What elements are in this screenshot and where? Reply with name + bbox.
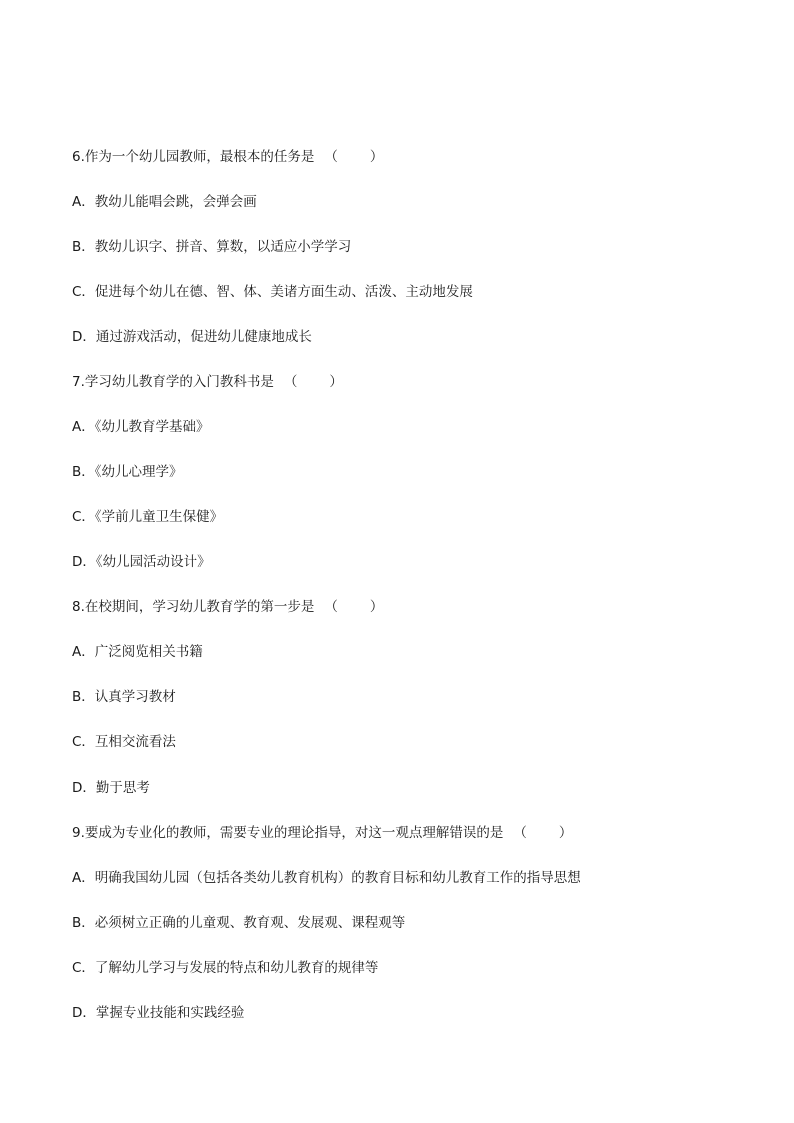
question-6-option-c: C．促进每个幼儿在德、智、体、美诸方面生动、活泼、主动地发展: [72, 284, 473, 300]
answer-blank: （ ）: [324, 599, 384, 615]
question-7-option-a: A．《幼儿教育学基础》: [72, 419, 210, 435]
question-6-option-b: B．教幼儿识字、拼音、算数，以适应小学学习: [72, 239, 352, 255]
question-8-option-d: D．勤于思考: [72, 780, 150, 796]
question-stem-text: 7.学习幼儿教育学的入门教科书是: [72, 374, 274, 390]
answer-blank: （ ）: [513, 825, 573, 841]
question-stem-text: 8.在校期间，学习幼儿教育学的第一步是: [72, 599, 315, 615]
question-stem-text: 6.作为一个幼儿园教师，最根本的任务是: [72, 149, 315, 165]
question-6-option-a: A．教幼儿能唱会跳，会弹会画: [72, 194, 257, 210]
question-8-stem: [72, 597, 754, 617]
question-9-option-c: C．了解幼儿学习与发展的特点和幼儿教育的规律等: [72, 960, 379, 976]
question-7-option-c: C．《学前儿童卫生保健》: [72, 509, 224, 525]
answer-blank: （ ）: [283, 374, 343, 390]
question-6-stem: [72, 147, 754, 167]
question-9-option-a: A．明确我国幼儿园（包括各类幼儿教育机构）的教育目标和幼儿教育工作的指导思想: [72, 870, 581, 886]
question-9-option-d: D．掌握专业技能和实践经验: [72, 1005, 245, 1021]
answer-blank: （ ）: [324, 149, 384, 165]
question-stem-text: 9.要成为专业化的教师，需要专业的理论指导，对这一观点理解错误的是: [72, 825, 504, 841]
question-6-option-d: D．通过游戏活动，促进幼儿健康地成长: [72, 329, 312, 345]
question-7-stem: [72, 372, 754, 392]
question-7-option-d: D．《幼儿园活动设计》: [72, 554, 211, 570]
question-8-option-c: C．互相交流看法: [72, 734, 176, 750]
question-7-option-b: B．《幼儿心理学》: [72, 464, 183, 480]
question-8-option-b: B．认真学习教材: [72, 689, 176, 705]
question-9-stem: [72, 823, 754, 843]
question-9-option-b: B．必须树立正确的儿童观、教育观、发展观、课程观等: [72, 915, 406, 931]
question-8-option-a: A．广泛阅览相关书籍: [72, 644, 203, 660]
